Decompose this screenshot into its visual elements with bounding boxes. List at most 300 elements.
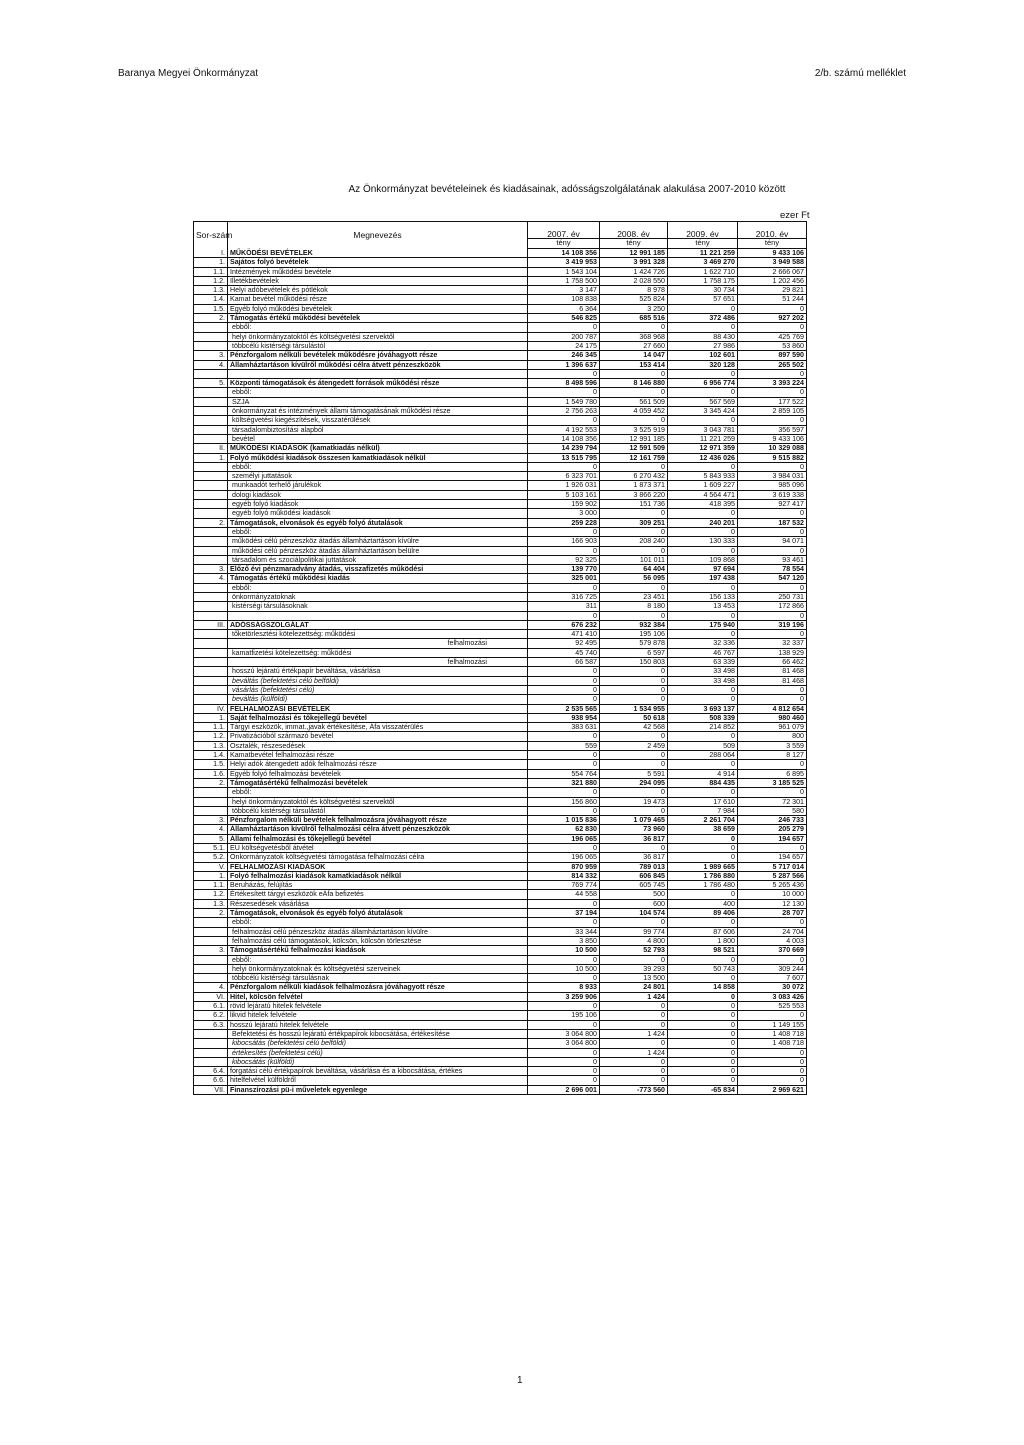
value-cell: 4 192 553 [528, 425, 600, 434]
value-cell: 600 [600, 899, 668, 908]
value-cell: 246 345 [528, 351, 600, 360]
row-number: III. [194, 620, 228, 629]
value-cell: 0 [738, 509, 807, 518]
value-cell: 2 261 704 [668, 816, 738, 825]
row-label: likvid hitelek felvétele [228, 1011, 528, 1020]
value-cell: 1 758 500 [528, 276, 600, 285]
row-number: 4. [194, 825, 228, 834]
row-number [194, 323, 228, 332]
value-cell: 0 [668, 844, 738, 853]
row-number: 1.3. [194, 899, 228, 908]
value-cell: 0 [528, 462, 600, 471]
column-header-year: 2009. év [668, 222, 738, 239]
value-cell: 0 [668, 1067, 738, 1076]
value-cell: 250 731 [738, 592, 807, 601]
value-cell: 3 693 137 [668, 704, 738, 713]
value-cell: 0 [600, 667, 668, 676]
value-cell: 0 [668, 527, 738, 536]
value-cell: 0 [668, 974, 738, 983]
table-row [194, 453, 807, 462]
row-label: SZJA [228, 397, 528, 406]
value-cell: 0 [668, 955, 738, 964]
value-cell: 72 301 [738, 797, 807, 806]
value-cell: 0 [600, 732, 668, 741]
value-cell: 81 468 [738, 676, 807, 685]
value-cell: 3 991 328 [600, 258, 668, 267]
value-cell: 2 859 105 [738, 407, 807, 416]
row-number: 1.2. [194, 732, 228, 741]
value-cell: 0 [600, 844, 668, 853]
row-label: Helyi adók átengedett adók felhalmozási része [228, 760, 528, 769]
row-number: 1. [194, 871, 228, 880]
value-cell: 0 [668, 462, 738, 471]
row-label: önkormányzatoknak [228, 592, 528, 601]
value-cell: 94 071 [738, 537, 807, 546]
value-cell: 51 244 [738, 295, 807, 304]
value-cell: 8 180 [600, 602, 668, 611]
row-label: Támogatás értékű működési bevételek [228, 314, 528, 323]
value-cell: 28 707 [738, 909, 807, 918]
value-cell: 961 079 [738, 723, 807, 732]
value-cell: 0 [668, 416, 738, 425]
column-subheader-teny: tény [600, 239, 668, 249]
row-label: beváltás (külföldi) [228, 695, 528, 704]
value-cell: 138 929 [738, 648, 807, 657]
row-number [194, 611, 228, 620]
value-cell: 471 410 [528, 630, 600, 639]
value-cell: 1 609 227 [668, 481, 738, 490]
table-row [194, 816, 807, 825]
value-cell: 0 [528, 546, 600, 555]
value-cell: 27 660 [600, 341, 668, 350]
row-number [194, 583, 228, 592]
row-number [194, 481, 228, 490]
value-cell: 0 [528, 1076, 600, 1085]
value-cell: 6 323 701 [528, 472, 600, 481]
value-cell: 42 568 [600, 723, 668, 732]
value-cell: 3 259 906 [528, 992, 600, 1001]
value-cell: 0 [738, 955, 807, 964]
table-row [194, 574, 807, 583]
value-cell: 0 [738, 695, 807, 704]
budget-table [193, 221, 807, 1095]
value-cell: 0 [668, 1039, 738, 1048]
row-label: Támogatásértékű felhalmozási kiadások [228, 946, 528, 955]
value-cell: 579 878 [600, 639, 668, 648]
value-cell: 0 [528, 899, 600, 908]
value-cell: 1 424 [600, 1029, 668, 1038]
value-cell: 98 521 [668, 946, 738, 955]
value-cell: 5 103 161 [528, 490, 600, 499]
row-label: Hitel, kölcsön felvétel [228, 992, 528, 1001]
value-cell: 3 949 588 [738, 258, 807, 267]
value-cell: 0 [600, 918, 668, 927]
row-label: helyi önkormányzatoktól és költségvetési szervektől [228, 797, 528, 806]
value-cell: 3 419 953 [528, 258, 600, 267]
value-cell: 580 [738, 806, 807, 815]
value-cell: 0 [528, 388, 600, 397]
row-label: ebből: [228, 955, 528, 964]
table-row [194, 825, 807, 834]
value-cell: 11 221 259 [668, 434, 738, 443]
value-cell: 0 [738, 388, 807, 397]
value-cell: 0 [528, 1020, 600, 1029]
table-row [194, 537, 807, 546]
row-label: Támogatások, elvonások és egyéb folyó átutalások [228, 518, 528, 527]
table-row [194, 1002, 807, 1011]
value-cell: 546 825 [528, 314, 600, 323]
value-cell: 1 424 [600, 1048, 668, 1057]
value-cell: 0 [600, 695, 668, 704]
value-cell: 151 736 [600, 500, 668, 509]
value-cell: 2 535 565 [528, 704, 600, 713]
row-label: felhalmozási célú támogatások, kölcsön, kölcsön törlesztése [228, 936, 528, 945]
value-cell: 3 000 [528, 509, 600, 518]
value-cell: 0 [528, 527, 600, 536]
row-number: 1.3. [194, 741, 228, 750]
value-cell: 37 194 [528, 909, 600, 918]
value-cell: 0 [600, 611, 668, 620]
row-number [194, 555, 228, 564]
value-cell: 57 651 [668, 295, 738, 304]
table-row [194, 304, 807, 313]
value-cell: 12 591 509 [600, 444, 668, 453]
row-number [194, 388, 228, 397]
value-cell: 814 332 [528, 871, 600, 880]
row-number: 5. [194, 834, 228, 843]
row-label: Egyéb folyó felhalmozási bevételek [228, 769, 528, 778]
table-row [194, 611, 807, 620]
value-cell: 0 [668, 1029, 738, 1038]
column-subheader-teny: tény [738, 239, 807, 249]
value-cell: 1 408 718 [738, 1039, 807, 1048]
value-cell: 240 201 [668, 518, 738, 527]
value-cell: 319 196 [738, 620, 807, 629]
row-label: működési célú pénzeszköz átadás államháztartáson belülre [228, 546, 528, 555]
value-cell: 50 743 [668, 964, 738, 973]
row-label: EU költségvetésből átvétel [228, 844, 528, 853]
value-cell: 0 [600, 760, 668, 769]
row-label [228, 369, 528, 378]
table-row [194, 565, 807, 574]
row-number: 1.5. [194, 304, 228, 313]
value-cell: 97 694 [668, 565, 738, 574]
table-row [194, 444, 807, 453]
value-cell: 400 [668, 899, 738, 908]
row-label: társadalom és szociálpolitikai juttatások [228, 555, 528, 564]
row-number: 3. [194, 816, 228, 825]
value-cell: 0 [738, 1067, 807, 1076]
row-number: I. [194, 249, 228, 258]
value-cell: 5 287 566 [738, 871, 807, 880]
table-row [194, 351, 807, 360]
value-cell: 7 607 [738, 974, 807, 983]
row-label: tőketörlesztési kötelezettség: működési [228, 630, 528, 639]
row-number [194, 546, 228, 555]
row-label: Részesedések vásárlása [228, 899, 528, 908]
value-cell: 32 337 [738, 639, 807, 648]
row-number [194, 648, 228, 657]
value-cell: 0 [528, 685, 600, 694]
table-row [194, 518, 807, 527]
row-label: forgatási célú értékpapírok beváltása, vásárlása és a kibocsátása, értékes [228, 1067, 528, 1076]
table-row [194, 472, 807, 481]
value-cell: 92 495 [528, 639, 600, 648]
table-row [194, 583, 807, 592]
row-number: 6.1. [194, 1002, 228, 1011]
table-row [194, 258, 807, 267]
table-row [194, 314, 807, 323]
row-label: felhalmozási [228, 658, 528, 667]
value-cell: 5 843 933 [668, 472, 738, 481]
value-cell: 0 [668, 1002, 738, 1011]
table-row [194, 500, 807, 509]
value-cell: 14 108 356 [528, 434, 600, 443]
value-cell: 208 240 [600, 537, 668, 546]
table-row [194, 676, 807, 685]
row-label: Befektetési és hosszú lejáratú értékpapírok kibocsátása, értékesítése [228, 1029, 528, 1038]
value-cell: 66 462 [738, 658, 807, 667]
value-cell: 0 [528, 760, 600, 769]
table-row [194, 918, 807, 927]
value-cell: 0 [668, 760, 738, 769]
value-cell: 12 436 026 [668, 453, 738, 462]
row-label: Támogatás értékű működési kiadás [228, 574, 528, 583]
row-label: MŰKÖDÉSI BEVÉTELEK [228, 249, 528, 258]
row-label: ebből: [228, 323, 528, 332]
row-label: Támogatásértékű felhalmozási bevételek [228, 778, 528, 787]
value-cell: 0 [668, 992, 738, 1001]
value-cell: 0 [668, 695, 738, 704]
value-cell: 0 [738, 611, 807, 620]
value-cell: 0 [668, 788, 738, 797]
value-cell: 938 954 [528, 713, 600, 722]
row-number: 6.4. [194, 1067, 228, 1076]
value-cell: 153 414 [600, 360, 668, 369]
value-cell: 3 083 426 [738, 992, 807, 1001]
value-cell: 200 787 [528, 332, 600, 341]
page-number: 1 [517, 1375, 523, 1386]
row-number [194, 425, 228, 434]
value-cell: 685 516 [600, 314, 668, 323]
column-header-megnevezes: Megnevezés [228, 222, 528, 249]
row-number: VI. [194, 992, 228, 1001]
value-cell: 0 [600, 1011, 668, 1020]
row-number [194, 685, 228, 694]
value-cell: 56 095 [600, 574, 668, 583]
table-row [194, 1029, 807, 1038]
value-cell: 19 473 [600, 797, 668, 806]
value-cell: 13 500 [600, 974, 668, 983]
value-cell: 1 534 955 [600, 704, 668, 713]
row-number: 1.4. [194, 295, 228, 304]
row-label: Kamat bevétel működési része [228, 295, 528, 304]
value-cell: 0 [738, 527, 807, 536]
row-number: 6.3. [194, 1020, 228, 1029]
table-row [194, 416, 807, 425]
value-cell: 1 989 665 [668, 862, 738, 871]
row-number [194, 537, 228, 546]
table-row [194, 323, 807, 332]
value-cell: 309 251 [600, 518, 668, 527]
value-cell: 3 619 338 [738, 490, 807, 499]
value-cell: 6 895 [738, 769, 807, 778]
value-cell: -773 560 [600, 1085, 668, 1094]
value-cell: 205 279 [738, 825, 807, 834]
value-cell: 3 064 800 [528, 1029, 600, 1038]
value-cell: 356 597 [738, 425, 807, 434]
value-cell: 62 830 [528, 825, 600, 834]
value-cell: 0 [528, 1057, 600, 1066]
row-number [194, 592, 228, 601]
value-cell: 166 903 [528, 537, 600, 546]
table-row [194, 769, 807, 778]
value-cell: 177 522 [738, 397, 807, 406]
row-label: Egyéb folyó működési bevételek [228, 304, 528, 313]
table-row [194, 797, 807, 806]
value-cell: 259 228 [528, 518, 600, 527]
column-header-year: 2008. év [600, 222, 668, 239]
row-number [194, 407, 228, 416]
table-row [194, 955, 807, 964]
value-cell: 14 108 356 [528, 249, 600, 258]
row-number [194, 806, 228, 815]
value-cell: 3 250 [600, 304, 668, 313]
value-cell: 1 549 780 [528, 397, 600, 406]
row-number: 3. [194, 946, 228, 955]
column-subheader-teny: tény [668, 239, 738, 249]
row-number [194, 695, 228, 704]
value-cell: 0 [600, 388, 668, 397]
value-cell: 23 451 [600, 592, 668, 601]
value-cell: 325 001 [528, 574, 600, 583]
row-label: ebből: [228, 388, 528, 397]
value-cell: 12 971 359 [668, 444, 738, 453]
value-cell: 0 [668, 369, 738, 378]
value-cell: 606 845 [600, 871, 668, 880]
value-cell: 3 147 [528, 286, 600, 295]
value-cell: 884 435 [668, 778, 738, 787]
row-number: 5.1. [194, 844, 228, 853]
value-cell: 39 293 [600, 964, 668, 973]
value-cell: 0 [528, 751, 600, 760]
row-label: Pénzforgalom nélküli bevételek felhalmozásra jóváhagyott része [228, 816, 528, 825]
value-cell: 156 133 [668, 592, 738, 601]
value-cell: 0 [668, 611, 738, 620]
value-cell: 0 [668, 1048, 738, 1057]
value-cell: 45 740 [528, 648, 600, 657]
value-cell: 985 096 [738, 481, 807, 490]
value-cell: 33 498 [668, 676, 738, 685]
value-cell: 195 106 [600, 630, 668, 639]
value-cell: 0 [668, 1011, 738, 1020]
table-row [194, 1067, 807, 1076]
value-cell: 12 991 185 [600, 434, 668, 443]
value-cell: 0 [668, 388, 738, 397]
value-cell: 92 325 [528, 555, 600, 564]
value-cell: 2 969 621 [738, 1085, 807, 1094]
table-row [194, 249, 807, 258]
table-row [194, 927, 807, 936]
value-cell: 1 786 480 [668, 881, 738, 890]
row-number [194, 602, 228, 611]
value-cell: 156 860 [528, 797, 600, 806]
value-cell: 87 606 [668, 927, 738, 936]
value-cell: 927 202 [738, 314, 807, 323]
value-cell: 38 659 [668, 825, 738, 834]
value-cell: 418 395 [668, 500, 738, 509]
table-row [194, 685, 807, 694]
value-cell: 0 [738, 760, 807, 769]
table-row [194, 369, 807, 378]
value-cell: 99 774 [600, 927, 668, 936]
row-number: 2. [194, 314, 228, 323]
table-row [194, 1057, 807, 1066]
value-cell: 44 558 [528, 890, 600, 899]
row-label: önkormányzat és intézmények állami támogatásának működési része [228, 407, 528, 416]
value-cell: 0 [668, 1020, 738, 1029]
value-cell: 3 984 031 [738, 472, 807, 481]
row-number [194, 955, 228, 964]
row-number [194, 936, 228, 945]
row-number: IV. [194, 704, 228, 713]
row-label: költségvetési kiegészítések, visszatérülések [228, 416, 528, 425]
row-number [194, 1039, 228, 1048]
table-row [194, 527, 807, 536]
value-cell: 1 424 726 [600, 267, 668, 276]
table-row [194, 639, 807, 648]
value-cell: 1 408 718 [738, 1029, 807, 1038]
value-cell: 4 812 654 [738, 704, 807, 713]
value-cell: 13 515 795 [528, 453, 600, 462]
table-row [194, 760, 807, 769]
value-cell: 24 801 [600, 983, 668, 992]
table-row [194, 964, 807, 973]
value-cell: 104 574 [600, 909, 668, 918]
header-annex-label: 2/b. számú melléklet [814, 68, 906, 79]
value-cell: 196 065 [528, 853, 600, 862]
row-number: VII. [194, 1085, 228, 1094]
value-cell: 0 [738, 323, 807, 332]
row-label: Tárgyi eszközök, immat.,javak értékesítése, Áfa visszatérülés [228, 723, 528, 732]
value-cell: 567 569 [668, 397, 738, 406]
row-label: Kamatbevétel felhalmozási része [228, 751, 528, 760]
table-row [194, 462, 807, 471]
row-label: helyi önkormányzatoktól és költségvetési szervektől [228, 332, 528, 341]
row-number [194, 434, 228, 443]
value-cell: 0 [528, 955, 600, 964]
row-label: Finanszírozási pü-i műveletek egyenlege [228, 1085, 528, 1094]
value-cell: 0 [738, 546, 807, 555]
value-cell: 24 175 [528, 341, 600, 350]
row-label: Pénzforgalom nélküli kiadások felhalmozásra jóváhagyott része [228, 983, 528, 992]
value-cell: 12 991 185 [600, 249, 668, 258]
table-row [194, 844, 807, 853]
table-row [194, 1011, 807, 1020]
table-row [194, 741, 807, 750]
value-cell: 0 [528, 695, 600, 704]
row-label: felhalmozási célú pénzeszköz átadás államháztartáson kívülre [228, 927, 528, 936]
row-label: Beruházás, felújítás [228, 881, 528, 890]
value-cell: 0 [738, 685, 807, 694]
value-cell: 0 [668, 630, 738, 639]
row-label: helyi önkormányzatoknak és költségvetési szerveinek [228, 964, 528, 973]
table-row [194, 295, 807, 304]
row-label: hitelfelvétel külföldről [228, 1076, 528, 1085]
row-number: 1.4. [194, 751, 228, 760]
row-label: Illetékbevételek [228, 276, 528, 285]
table-row [194, 899, 807, 908]
